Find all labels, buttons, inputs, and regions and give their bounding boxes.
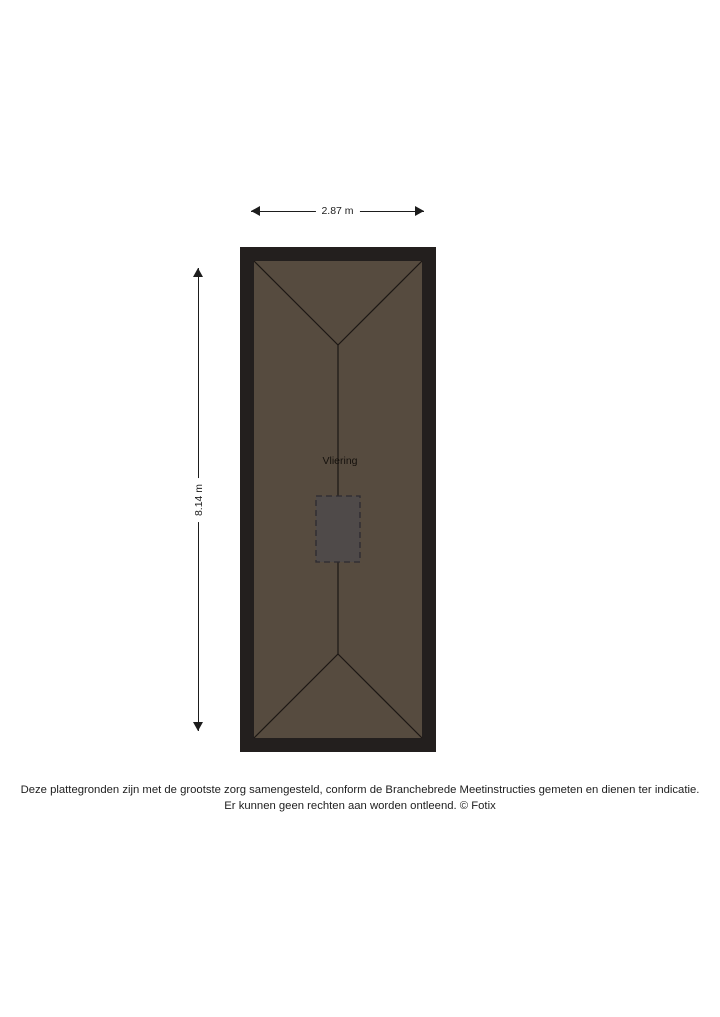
dimension-height-arrow-bottom <box>193 722 203 731</box>
dimension-height <box>186 268 212 731</box>
hatch-opening <box>316 496 360 562</box>
dimension-width-arrow-left <box>251 206 260 216</box>
dimension-height-arrow-top <box>193 268 203 277</box>
disclaimer-line-2: Er kunnen geen rechten aan worden ontleend. © Fotix <box>224 800 496 812</box>
dimension-width <box>251 200 424 224</box>
room-label-vliering: Vliering <box>322 455 358 467</box>
dimension-width-label: 2.87 m <box>315 200 359 222</box>
disclaimer-text <box>0 782 720 814</box>
dimension-width-arrow-right <box>415 206 424 216</box>
dimension-height-label: 8.14 m <box>190 477 208 521</box>
disclaimer-line-1: Deze plattegronden zijn met de grootste zorg samengesteld, conform de Branchebrede Meetinstructies gemeten en dienen ter indicatie. <box>20 784 700 796</box>
